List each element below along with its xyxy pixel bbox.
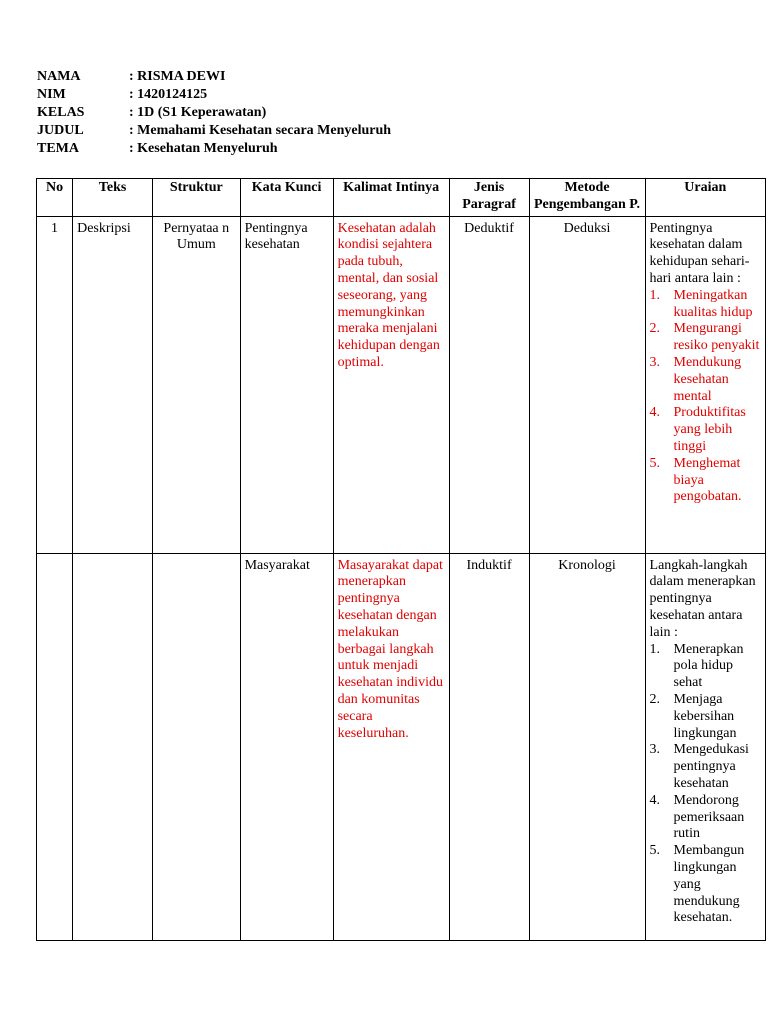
list-item: Menjaga kebersihan lingkungan <box>673 691 737 741</box>
student-info <box>37 68 391 158</box>
cell-jenis: Induktif <box>449 553 529 940</box>
list-item: Menghemat biaya pengobatan. <box>673 455 742 505</box>
uraian-intro: Pentingnya kesehatan dalam kehidupan sehari-hari antara lain : <box>649 220 750 286</box>
info-label: TEMA <box>37 141 79 156</box>
cell-teks: Deskripsi <box>73 216 153 553</box>
cell-metode: Kronologi <box>529 553 645 940</box>
cell-uraian <box>645 553 765 940</box>
info-value: : Memahami Kesehatan secara Menyeluruh <box>129 123 392 138</box>
list-item: Mengedukasi pentingnya kesehatan <box>673 742 749 791</box>
list-item: Meningatkan kualitas hidup <box>673 287 753 320</box>
cell-jenis: Deduktif <box>449 216 529 553</box>
table-row <box>37 216 766 553</box>
header-struktur: Struktur <box>153 179 241 217</box>
table-row <box>37 553 766 940</box>
uraian-list <box>650 642 761 928</box>
header-kalimat-intinya: Kalimat Intinya <box>333 179 449 217</box>
info-value: : 1420124125 <box>129 87 208 102</box>
uraian-intro: Langkah-langkah dalam menerapkan pentingnya kesehatan antara lain : <box>649 557 756 640</box>
info-value: : 1D (S1 Keperawatan) <box>129 105 267 120</box>
list-item: Mengurangi resiko penyakit <box>673 321 760 354</box>
header-no: No <box>37 179 73 217</box>
header-teks: Teks <box>73 179 153 217</box>
cell-struktur: Pernyataa n Umum <box>153 216 241 553</box>
cell-no: 1 <box>37 216 73 553</box>
uraian-list <box>650 288 761 506</box>
cell-kalimat-inti: Kesehatan adalah kondisi sejahtera pada tubuh, mental, dan sosial seseorang, yang memungkinkan meraka menjalani kehidupan dengan optimal. <box>333 216 449 553</box>
info-row-nim <box>37 86 391 104</box>
header-kata-kunci: Kata Kunci <box>240 179 333 217</box>
list-item: Mendorong pemeriksaan rutin <box>673 792 745 842</box>
list-item: Produktifitas yang lebih tinggi <box>673 405 746 454</box>
cell-uraian <box>645 216 765 553</box>
list-item: Menerapkan pola hidup sehat <box>673 641 744 691</box>
header-uraian: Uraian <box>645 179 765 217</box>
cell-kata-kunci: Masyarakat <box>240 553 333 940</box>
info-label: KELAS <box>37 105 85 120</box>
info-label: JUDUL <box>37 123 84 138</box>
info-value: : Kesehatan Menyeluruh <box>129 141 278 156</box>
info-label: NIM <box>37 87 66 102</box>
cell-kalimat-inti: Masayarakat dapat menerapkan pentingnya kesehatan dengan melakukan berbagai langkah untuk menjadi kesehatan individu dan komunitas secara keseluruhan. <box>333 553 449 940</box>
header-jenis-paragraf: Jenis Paragraf <box>449 179 529 217</box>
cell-no <box>37 553 73 940</box>
info-value: : RISMA DEWI <box>129 69 226 84</box>
info-row-nama <box>37 68 391 86</box>
list-item: Membangun lingkungan yang mendukung kesehatan. <box>673 843 745 926</box>
cell-teks <box>73 553 153 940</box>
info-row-tema <box>37 140 391 158</box>
analysis-table <box>36 178 766 941</box>
cell-kata-kunci: Pentingnya kesehatan <box>240 216 333 553</box>
list-item: Mendukung kesehatan mental <box>673 354 742 404</box>
header-metode: Metode Pengembangan P. <box>529 179 645 217</box>
table-header-row <box>37 179 766 217</box>
info-row-judul <box>37 122 391 140</box>
info-label: NAMA <box>37 69 81 84</box>
cell-struktur <box>153 553 241 940</box>
cell-metode: Deduksi <box>529 216 645 553</box>
info-row-kelas <box>37 104 391 122</box>
